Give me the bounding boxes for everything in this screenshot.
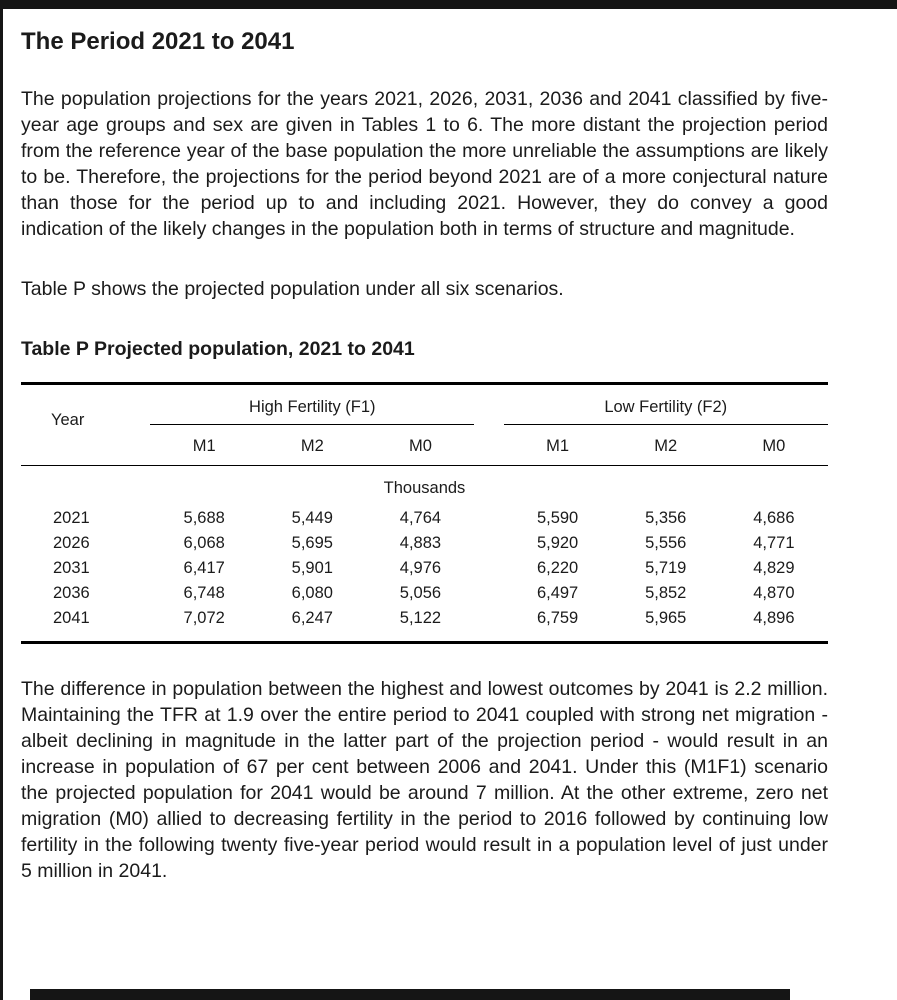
group-header-row bbox=[21, 384, 828, 425]
value-cell: 6,759 bbox=[536, 609, 579, 627]
table-row bbox=[21, 506, 828, 531]
value-cell: 5,449 bbox=[291, 509, 333, 527]
table-row bbox=[21, 581, 828, 606]
value-cell: 6,068 bbox=[183, 534, 225, 552]
subheader-f2-m2: M2 bbox=[612, 425, 720, 466]
column-group-spacer bbox=[474, 581, 503, 606]
value-cell: 5,688 bbox=[183, 509, 225, 527]
group-header-high-fertility: High Fertility (F1) bbox=[150, 384, 474, 425]
paragraph-projections: The population projections for the years 2021, 2026, 2031, 2036 and 2041 classified by five-year age groups and sex are given in Tables 1 to 6. The more distant the projection period from the reference year of the base population the more unreliable the assumptions are likely to be. Therefore, the projections for the period beyond 2021 are of a more conjectural nature than those for the period up to and including 2021. However, they do convey a good indication of the likely changes in the population both in terms of structure and magnitude. bbox=[21, 88, 828, 240]
value-cell: 6,247 bbox=[291, 609, 333, 627]
page-top-edge bbox=[0, 0, 897, 9]
value-cell: 5,590 bbox=[536, 509, 579, 527]
table-row bbox=[21, 606, 828, 643]
year-column-header: Year bbox=[21, 384, 150, 466]
table-title: Table P Projected population, 2021 to 2041 bbox=[21, 338, 415, 360]
value-cell: 5,556 bbox=[645, 534, 687, 552]
units-label: Thousands bbox=[383, 479, 466, 497]
column-group-spacer bbox=[474, 556, 503, 581]
column-group-spacer bbox=[474, 531, 503, 556]
column-group-spacer bbox=[474, 384, 503, 466]
value-cell: 4,764 bbox=[399, 509, 442, 527]
value-cell: 5,920 bbox=[536, 534, 579, 552]
year-cell: 2041 bbox=[53, 609, 90, 627]
table-row bbox=[21, 556, 828, 581]
value-cell: 6,417 bbox=[183, 559, 225, 577]
year-cell: 2026 bbox=[53, 534, 90, 552]
year-cell: 2021 bbox=[53, 509, 90, 527]
section-title: The Period 2021 to 2041 bbox=[21, 28, 295, 55]
value-cell: 5,719 bbox=[645, 559, 687, 577]
value-cell: 4,883 bbox=[399, 534, 442, 552]
value-cell: 5,695 bbox=[291, 534, 333, 552]
column-group-spacer bbox=[474, 506, 503, 531]
value-cell: 4,686 bbox=[753, 509, 795, 527]
group-header-low-fertility: Low Fertility (F2) bbox=[504, 384, 828, 425]
value-cell: 5,901 bbox=[291, 559, 333, 577]
value-cell: 5,122 bbox=[399, 609, 442, 627]
value-cell: 4,896 bbox=[753, 609, 795, 627]
table-row bbox=[21, 531, 828, 556]
value-cell: 6,220 bbox=[536, 559, 579, 577]
page-left-edge bbox=[0, 0, 3, 1000]
value-cell: 6,748 bbox=[183, 584, 225, 602]
value-cell: 4,829 bbox=[753, 559, 795, 577]
page-bottom-edge bbox=[30, 989, 790, 1000]
paragraph-analysis: The difference in population between the highest and lowest outcomes by 2041 is 2.2 million. Maintaining the TFR at 1.9 over the entire period to 2041 coupled with strong net migration - albeit declining in magnitude in the latter part of the projection period - would result in an increase in population of 67 per cent between 2006 and 2041. Under this (M1F1) scenario the projected population for 2041 would be around 7 million. At the other extreme, zero net migration (M0) allied to decreasing fertility in the period to 2016 followed by continuing low fertility in the following twenty five-year period would result in a population level of just under 5 million in 2041. bbox=[21, 678, 828, 882]
value-cell: 4,771 bbox=[753, 534, 795, 552]
column-group-spacer bbox=[474, 606, 503, 643]
value-cell: 4,976 bbox=[399, 559, 442, 577]
value-cell: 6,497 bbox=[536, 584, 579, 602]
value-cell: 5,056 bbox=[399, 584, 442, 602]
units-row bbox=[21, 466, 828, 507]
subheader-f1-m0: M0 bbox=[366, 425, 474, 466]
year-cell: 2031 bbox=[53, 559, 90, 577]
projected-population-table bbox=[21, 382, 828, 644]
value-cell: 5,965 bbox=[645, 609, 687, 627]
subheader-f2-m0: M0 bbox=[720, 425, 828, 466]
value-cell: 7,072 bbox=[183, 609, 225, 627]
value-cell: 5,356 bbox=[645, 509, 687, 527]
value-cell: 5,852 bbox=[645, 584, 687, 602]
year-cell: 2036 bbox=[53, 584, 90, 602]
subheader-f1-m1: M1 bbox=[150, 425, 258, 466]
value-cell: 4,870 bbox=[753, 584, 795, 602]
paragraph-table-intro: Table P shows the projected population under all six scenarios. bbox=[21, 278, 564, 300]
value-cell: 6,080 bbox=[291, 584, 333, 602]
subheader-f1-m2: M2 bbox=[258, 425, 366, 466]
subheader-f2-m1: M1 bbox=[504, 425, 612, 466]
